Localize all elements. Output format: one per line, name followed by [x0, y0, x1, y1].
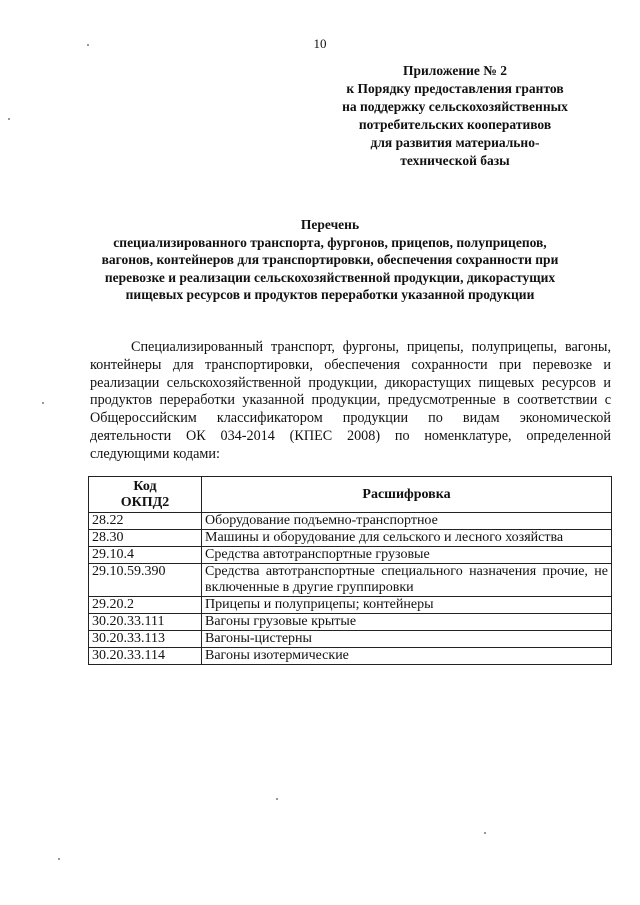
description-cell: Оборудование подъемно-транспортное: [202, 513, 612, 530]
appendix-line: на поддержку сельскохозяйственных: [342, 99, 568, 114]
description-cell: Вагоны грузовые крытые: [202, 614, 612, 631]
description-cell: Средства автотранспортные специального назначения прочие, не включенные в другие группировки: [202, 564, 612, 597]
scan-speck: [58, 858, 60, 860]
code-cell: 29.20.2: [89, 597, 202, 614]
description-cell: Машины и оборудование для сельского и лесного хозяйства: [202, 530, 612, 547]
title-line: перевозке и реализации сельскохозяйственной продукции, дикорастущих: [104, 269, 556, 285]
code-header-line1: Код: [133, 478, 157, 494]
title-line: пищевых ресурсов и продуктов переработки указанной продукции: [125, 287, 535, 302]
code-cell: 28.30: [89, 530, 202, 547]
table-row: [89, 648, 612, 665]
appendix-line: Приложение № 2: [403, 63, 507, 78]
code-column-header: [89, 477, 202, 513]
description-cell: Вагоны изотермические: [202, 648, 612, 665]
code-cell: 30.20.33.114: [89, 648, 202, 665]
scan-speck: [8, 118, 10, 120]
scan-speck: [87, 44, 89, 46]
table-row: [89, 597, 612, 614]
scan-speck: [42, 402, 44, 404]
appendix-line: технической базы: [400, 153, 510, 168]
description-column-header: Расшифровка: [202, 477, 612, 513]
title-line: специализированного транспорта, фургонов, прицепов, полуприцепов,: [113, 234, 547, 250]
appendix-line: потребительских кооперативов: [358, 117, 552, 132]
table-row: [89, 530, 612, 547]
description-cell: Прицепы и полуприцепы; контейнеры: [202, 597, 612, 614]
code-cell: 29.10.4: [89, 547, 202, 564]
codes-table: [88, 476, 612, 665]
description-cell: Вагоны-цистерны: [202, 631, 612, 648]
table-header-row: [89, 477, 612, 513]
code-cell: 29.10.59.390: [89, 564, 202, 597]
scan-speck: [484, 832, 486, 834]
table-row: [89, 631, 612, 648]
code-cell: 30.20.33.113: [89, 631, 202, 648]
document-title: [60, 216, 600, 304]
title-heading: Перечень: [300, 217, 360, 232]
code-cell: 30.20.33.111: [89, 614, 202, 631]
appendix-header: [330, 62, 580, 170]
description-cell: Средства автотранспортные грузовые: [202, 547, 612, 564]
appendix-line: к Порядку предоставления грантов: [346, 81, 564, 96]
table-row: [89, 614, 612, 631]
intro-paragraph: Специализированный транспорт, фургоны, прицепы, полуприцепы, вагоны, контейнеры для транспортировки, обеспечения сохранности при перевозке и реализации сельскохозяйственной продукции, дикорастущих пищевых ресурсов и продуктов переработки указанной продукции, предусмотренные в соответствии с Общероссийским классификатором продукции по видам экономической деятельности ОК 034-2014 (КПЕС 2008) по номенклатуре, определенной следующими кодами:: [90, 339, 611, 462]
table-row: [89, 564, 612, 597]
code-cell: 28.22: [89, 513, 202, 530]
appendix-line: для развития материально-: [370, 135, 540, 150]
code-header-line2: ОКПД2: [120, 494, 170, 510]
table-row: [89, 513, 612, 530]
scan-speck: [276, 798, 278, 800]
page-number: 10: [313, 36, 327, 51]
table-row: [89, 547, 612, 564]
title-line: вагонов, контейнеров для транспортировки, обеспечения сохранности при: [101, 252, 559, 267]
